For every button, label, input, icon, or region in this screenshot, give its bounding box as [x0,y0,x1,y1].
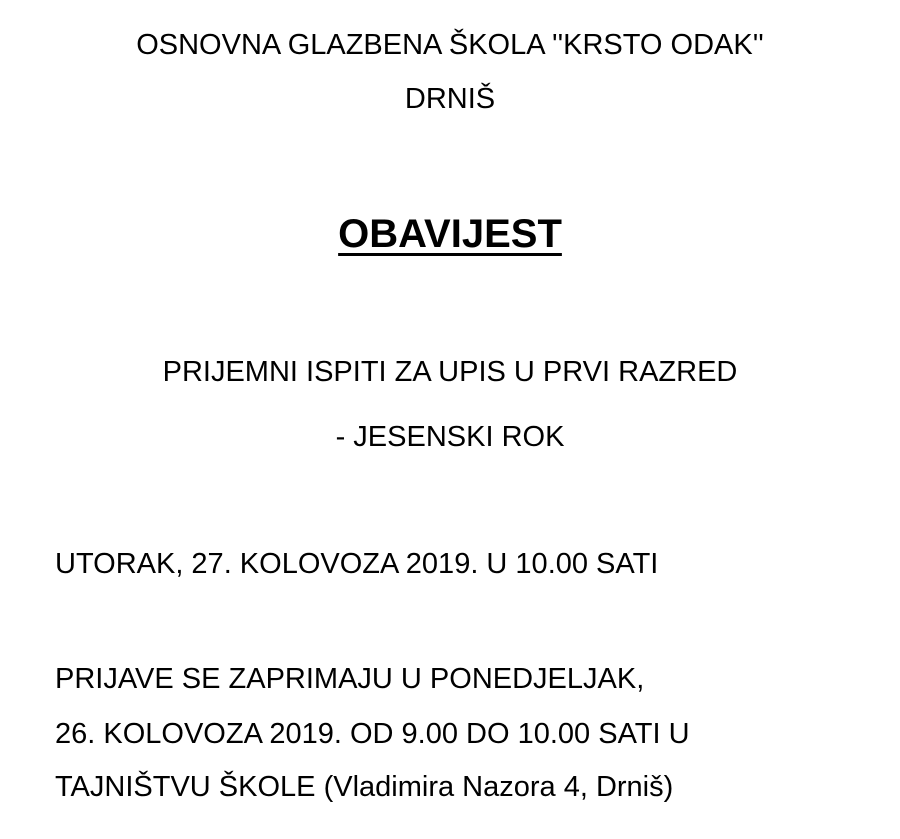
notice-heading-text: OBAVIJEST [338,212,562,256]
registration-line: 26. KOLOVOZA 2019. OD 9.00 DO 10.00 SATI U [55,718,690,750]
school-city: DRNIŠ [404,83,496,115]
registration-line: TAJNIŠTVU ŠKOLE (Vladimira Nazora 4, Drniš) [55,771,674,803]
school-name: OSNOVNA GLAZBENA ŠKOLA ''KRSTO ODAK'' [136,29,764,61]
exam-title: PRIJEMNI ISPITI ZA UPIS U PRVI RAZRED [162,356,738,388]
exam-term: - JESENSKI ROK [335,421,565,453]
exam-date: UTORAK, 27. KOLOVOZA 2019. U 10.00 SATI [55,548,659,580]
notice-heading [0,210,900,258]
registration-line: PRIJAVE SE ZAPRIMAJU U PONEDJELJAK, [55,663,645,695]
